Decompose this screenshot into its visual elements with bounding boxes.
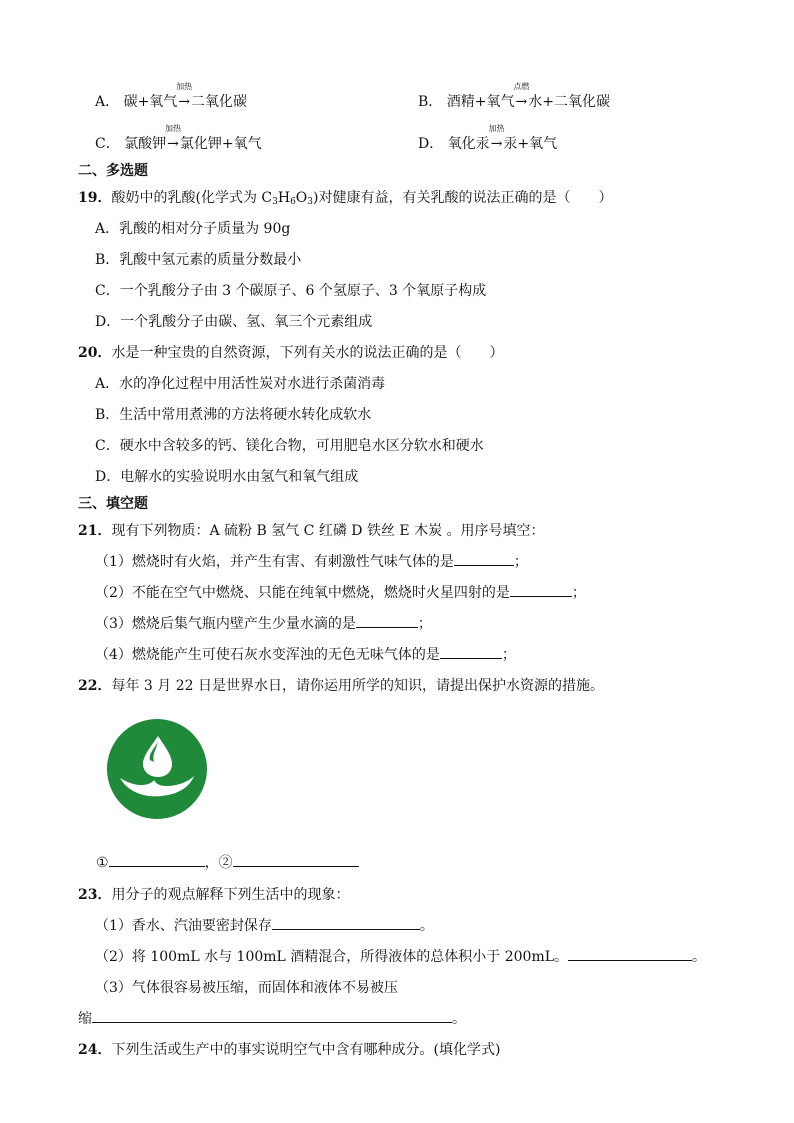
question-number: 21． — [78, 523, 112, 539]
answer-mark-1: ① — [96, 855, 109, 871]
equation-reactants: 碳+氧气 — [123, 94, 178, 110]
equation-reactants: 酒精+氧气 — [446, 94, 515, 110]
water-drop-icon — [106, 718, 208, 820]
question-number: 24． — [78, 1042, 112, 1058]
reaction-arrow: 加热 → — [165, 124, 182, 152]
equation-products: 汞+氧气 — [503, 136, 558, 152]
q20-stem: 20．水是一种宝贵的自然资源，下列有关水的说法正确的是（ ） — [78, 345, 504, 361]
option-letter: C． — [95, 136, 120, 152]
answer-blank[interactable] — [233, 852, 359, 867]
q18-option-b — [418, 82, 610, 111]
answer-blank[interactable] — [272, 915, 420, 930]
q21-item-1: （1）燃烧时有火焰，并产生有害、有刺激性气味气体的是 ； — [95, 551, 528, 571]
q24-stem: 24．下列生活或生产中的事实说明空气中含有哪种成分。(填化学式) — [78, 1042, 501, 1058]
equation-products: 氯化钾+氧气 — [179, 136, 262, 152]
q19-option-b: B．乳酸中氢元素的质量分数最小 — [95, 252, 302, 268]
question-number: 22． — [78, 678, 112, 694]
q19-option-c: C．一个乳酸分子由 3 个碳原子、6 个氢原子、3 个氧原子构成 — [95, 283, 487, 299]
answer-blank[interactable] — [92, 1008, 452, 1023]
q22-answers: ① ，② — [96, 852, 359, 872]
option-letter: D． — [418, 136, 444, 152]
q20-option-d: D．电解水的实验说明水由氢气和氧气组成 — [95, 469, 359, 485]
q23-item-2: （2）将 100mL 水与 100mL 酒精混合，所得液体的总体积小于 200mL。 。 — [95, 946, 706, 966]
reaction-arrow: 加热 → — [488, 124, 505, 152]
reaction-arrow: 加热 → — [176, 82, 193, 110]
q20-option-b: B．生活中常用煮沸的方法将硬水转化成软水 — [95, 407, 372, 423]
water-saving-logo — [106, 718, 208, 820]
reaction-condition: 加热 — [165, 124, 182, 133]
reaction-condition: 加热 — [176, 82, 193, 91]
equation-products: 水+二氧化碳 — [528, 94, 610, 110]
q21-item-3: （3）燃烧后集气瓶内壁产生少量水滴的是 ； — [95, 613, 432, 633]
q19-option-d: D．一个乳酸分子由碳、氢、氧三个元素组成 — [95, 314, 373, 330]
q21-stem: 21．现有下列物质：A 硫粉 B 氢气 C 红磷 D 铁丝 E 木炭 。用序号填空： — [78, 523, 545, 539]
equation-reactants: 氯酸钾 — [124, 136, 167, 152]
q22-stem: 22．每年 3 月 22 日是世界水日，请你运用所学的知识，请提出保护水资源的措施。 — [78, 678, 605, 694]
answer-blank[interactable] — [356, 613, 418, 628]
q18-option-a — [95, 82, 248, 111]
q18-option-c — [95, 124, 262, 153]
answer-blank[interactable] — [454, 551, 514, 566]
q23-stem: 23．用分子的观点解释下列生活中的现象： — [78, 887, 350, 903]
section-title-multiple-choice: 二、多选题 — [78, 163, 148, 179]
q21-item-4: （4）燃烧能产生可使石灰水变浑浊的无色无味气体的是 ； — [95, 644, 516, 664]
q23-item-3: （3）气体很容易被压缩，而固体和液体不易被压 — [95, 980, 398, 996]
reaction-condition: 点燃 — [513, 82, 530, 91]
answer-blank[interactable] — [568, 946, 692, 961]
option-letter: B． — [418, 94, 443, 110]
answer-blank[interactable] — [510, 582, 572, 597]
reaction-condition: 加热 — [488, 124, 505, 133]
q23-item-1: （1）香水、汽油要密封保存 。 — [95, 915, 434, 935]
q19-stem: 19．酸奶中的乳酸(化学式为 $C_3H_6O_3$)对健康有益，有关乳酸的说法正确的是（ ） — [78, 190, 613, 207]
question-number: 23． — [78, 887, 112, 903]
section-title-fill-in: 三、填空题 — [78, 496, 148, 512]
q19-option-a: A．乳酸的相对分子质量为 90g — [95, 221, 291, 237]
equation-reactants: 氧化汞 — [447, 136, 490, 152]
option-letter: A． — [95, 94, 120, 110]
question-number: 20． — [78, 345, 112, 361]
q20-option-a: A．水的净化过程中用活性炭对水进行杀菌消毒 — [95, 376, 386, 392]
equation-products: 二氧化碳 — [191, 94, 248, 110]
q18-option-d — [418, 124, 558, 153]
answer-blank[interactable] — [440, 644, 502, 659]
q20-option-c: C．硬水中含较多的钙、镁化合物，可用肥皂水区分软水和硬水 — [95, 438, 484, 454]
q23-item-3-continued: 缩 。 — [78, 1008, 466, 1028]
question-number: 19． — [78, 190, 112, 206]
answer-blank[interactable] — [109, 852, 205, 867]
answer-mark-2: ② — [218, 855, 233, 871]
reaction-arrow: 点燃 → — [513, 82, 530, 110]
q21-item-2: （2）不能在空气中燃烧、只能在纯氧中燃烧，燃烧时火星四射的是 ； — [95, 582, 586, 602]
